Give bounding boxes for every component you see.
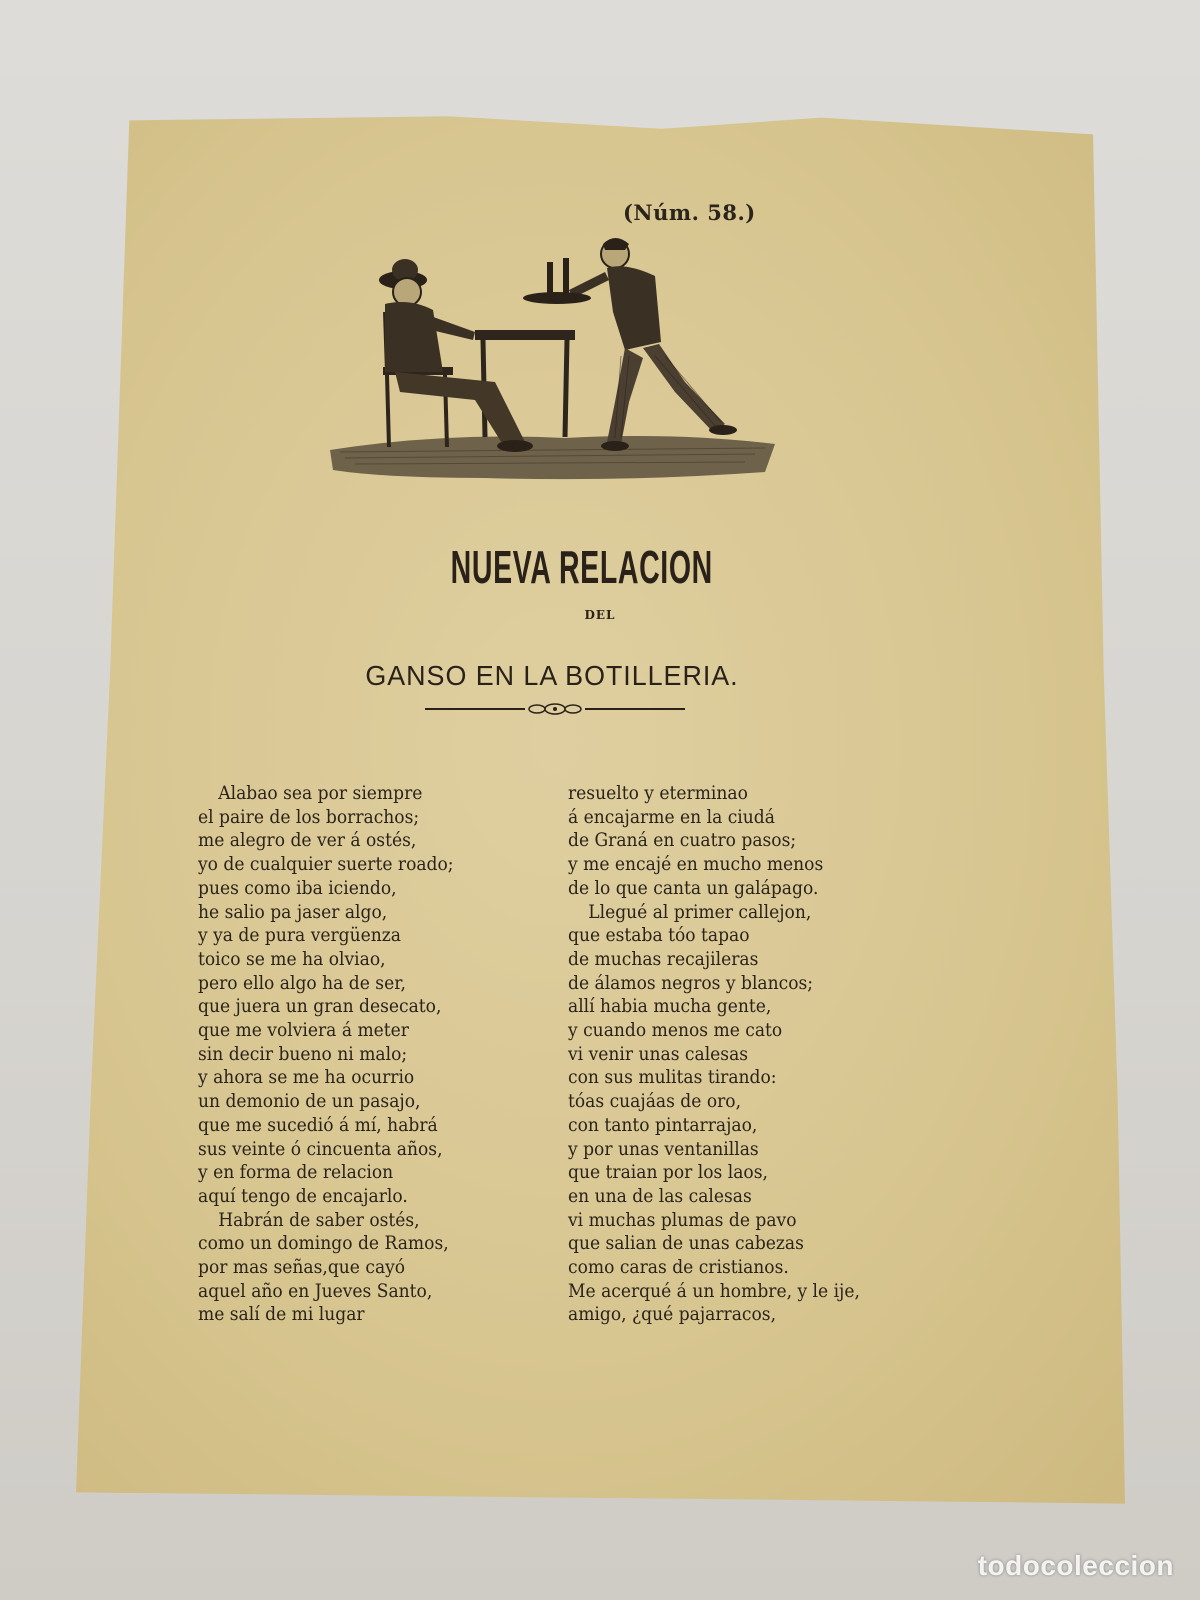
poem-line: me salí de mi lugar (198, 1304, 365, 1326)
poem-line: aquí tengo de encajarlo. (198, 1185, 408, 1207)
poem-line: Habrán de saber ostés, (218, 1209, 420, 1231)
poem-line: yo de cualquier suerte roado; (198, 854, 454, 876)
poem-line: y ya de pura vergüenza (198, 925, 401, 947)
poem-line: y por unas ventanillas (568, 1138, 759, 1160)
title-connector: DEL (584, 608, 616, 622)
poem-line: tóas cuajáas de oro, (568, 1091, 742, 1113)
poem-line: de Graná en cuatro pasos; (568, 830, 797, 852)
poem-line: como un domingo de Ramos, (198, 1233, 449, 1255)
poem-line: resuelto y eterminao (568, 783, 748, 804)
poem-line: sin decir bueno ni malo; (198, 1043, 408, 1065)
poem-line: aquel año en Jueves Santo, (198, 1280, 433, 1302)
poem-line: vi muchas plumas de pavo (568, 1209, 797, 1231)
poem-line: en una de las calesas (568, 1185, 752, 1207)
poem-line: Alabao sea por siempre (218, 783, 423, 804)
poem-line: vi venir unas calesas (568, 1043, 749, 1065)
poem-line: Me acerqué á un hombre, y le ije, (568, 1280, 860, 1302)
poem-line: á encajarme en la ciudá (568, 806, 775, 828)
poem-line: que me sucedió á mí, habrá (198, 1114, 438, 1136)
poem-line: con tanto pintarrajao, (568, 1114, 758, 1136)
poem-line: allí habia mucha gente, (568, 996, 772, 1018)
poem-line: con sus mulitas tirando: (568, 1067, 777, 1089)
poem-line: de lo que canta un galápago. (568, 877, 819, 899)
poem-line: amigo, ¿qué pajarracos, (568, 1304, 777, 1326)
main-title: NUEVA RELACION (450, 541, 713, 593)
poem-line: de muchas recajileras (568, 948, 759, 970)
poem-line: que traian por los laos, (568, 1162, 768, 1184)
poem-line: que estaba tóo tapao (568, 925, 750, 947)
subtitle: GANSO EN LA BOTILLERIA. (365, 660, 739, 691)
poem-line: me alegro de ver á ostés, (198, 830, 417, 852)
poem-line: he salio pa jaser algo, (198, 901, 388, 923)
issue-number: (Núm. 58.) (623, 200, 756, 225)
poem-line: y cuando menos me cato (568, 1020, 783, 1042)
watermark-text: todocoleccion (977, 1550, 1174, 1581)
poem-right-column (568, 782, 885, 1327)
poem-line: y me encajé en mucho menos (568, 854, 824, 876)
poem-line: pero ello algo ha de ser, (198, 972, 406, 994)
poem-line: sus veinte ó cincuenta años, (198, 1138, 443, 1160)
poem-line: toico se me ha olviao, (198, 948, 386, 970)
poem-line: que salian de unas cabezas (568, 1233, 804, 1255)
poem-line: y ahora se me ha ocurrio (198, 1067, 415, 1089)
poem-line: y en forma de relacion (198, 1162, 394, 1184)
poem-line: que me volviera á meter (198, 1020, 409, 1042)
poem-line: como caras de cristianos. (568, 1257, 789, 1279)
poem-line: por mas señas,que cayó (198, 1257, 406, 1279)
poem-line: el paire de los borrachos; (198, 806, 420, 828)
woodcut-tavern-scene-icon (325, 232, 785, 492)
poem-left-column (198, 782, 476, 1327)
poem-line: que juera un gran desecato, (198, 996, 442, 1018)
ornamental-divider-icon (425, 700, 685, 718)
poem-line: de álamos negros y blancos; (568, 972, 814, 994)
poem-line: un demonio de un pasajo, (198, 1091, 421, 1113)
poem-line: Llegué al primer callejon, (588, 901, 812, 923)
poem-line: pues como iba iciendo, (198, 877, 397, 899)
